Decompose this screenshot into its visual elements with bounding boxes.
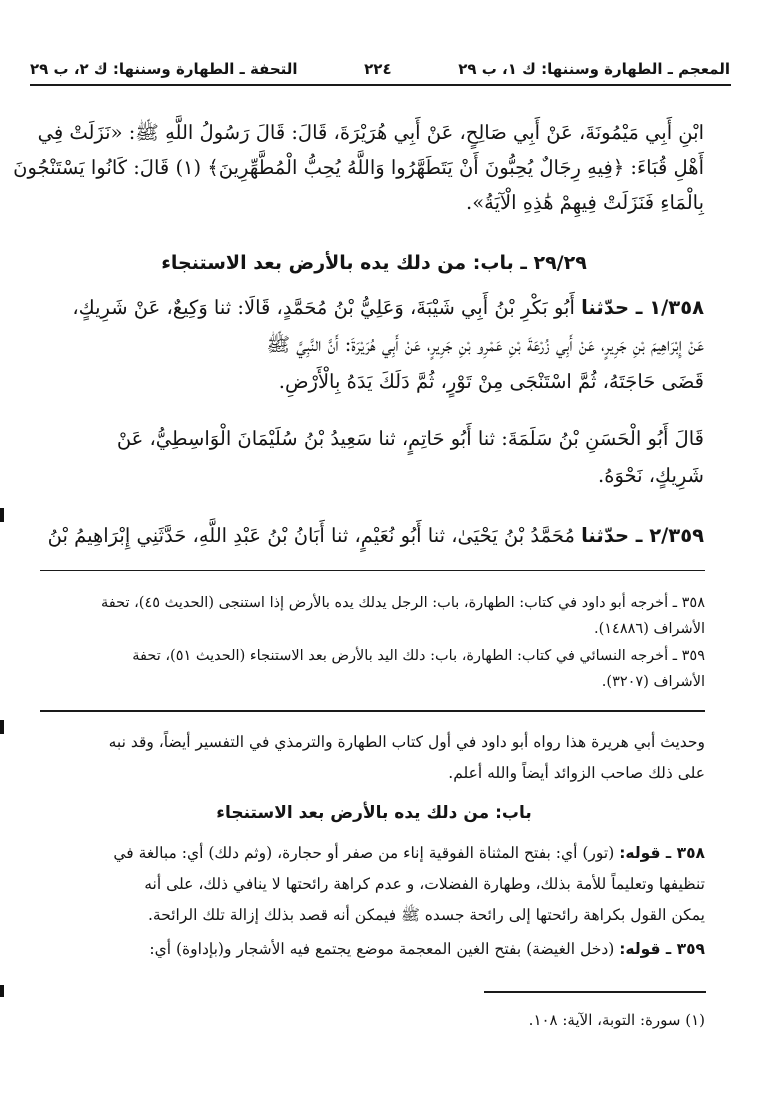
- hadith-359: [44, 517, 704, 554]
- text-line: قَضَى حَاجَتَهُ، ثُمَّ اسْتَنْجَى مِنْ تَوْرٍ، ثُمَّ دَلَكَ يَدَهُ بِالْأَرْضِ.: [278, 370, 704, 393]
- text-line: مُحَمَّدُ بْنُ يَحْيَىٰ، ثنا أَبُو نُعَيْمٍ، ثنا أَبَانُ بْنُ عَبْدِ اللَّهِ، حَدَّثَنِي إِبْرَاهِيمُ بْنُ: [47, 524, 575, 547]
- hadith-358: [44, 289, 704, 400]
- text-line: ٣٥٩ ـ أخرجه النسائي في كتاب: الطهارة، باب: دلك اليد بالأرض بعد الاستنجاء (الحديث ٥١)، تحفة: [132, 648, 705, 664]
- footnote-rule: [484, 991, 706, 993]
- page-number: ٢٢٤: [364, 60, 392, 78]
- text-line: على ذلك صاحب الزوائد أيضاً والله أعلم.: [448, 764, 705, 782]
- text-line: (تور) أي: بفتح المثناة الفوقية إناء من صفر أو حجارة، (وثم دلك) أي: مبالغة في: [113, 844, 615, 862]
- takhrij-359: [40, 643, 705, 695]
- header-left: التحفة ـ الطهارة وسننها: ك ٢، ب ٢٩: [30, 60, 298, 78]
- edge-mark: [0, 985, 4, 997]
- edge-mark: [0, 508, 4, 522]
- edge-mark: [0, 720, 4, 734]
- text-line: يمكن القول بكراهة رائحتها إلى رائحة جسده ﷺ فيمكن أنه قصد بذلك إزالة تلك الرائحة.: [147, 906, 705, 924]
- text-line: الأشراف (١٤٨٨٦).: [593, 621, 705, 637]
- text-line: الأشراف (٣٢٠٧).: [601, 674, 705, 690]
- text-line: قَالَ أَبُو الْحَسَنِ بْنُ سَلَمَةَ: ثنا أَبُو حَاتِمٍ، ثنا سَعِيدُ بْنُ سُلَيْمَانَ الْوَاسِطِيُّ، عَنْ: [116, 427, 704, 450]
- text-line: ٣٥٨ ـ أخرجه أبو داود في كتاب: الطهارة، باب: الرجل يدلك يده بالأرض إذا استنجى (الحديث ٤٥)، تحفة: [100, 595, 705, 611]
- header-rule: [30, 84, 731, 86]
- commentary-intro: [40, 727, 705, 789]
- takhrij-358: [40, 590, 705, 642]
- text-line: وحديث أبي هريرة هذا رواه أبو داود في أول كتاب الطهارة والترمذي في التفسير أيضاً، وقد نبه: [108, 733, 705, 751]
- text-line: (دخل الغيضة) بفتح الغين المعجمة موضع يجتمع فيه الأشجار و(بإداوة) أي:: [149, 940, 615, 958]
- takhrij-rule: [40, 570, 705, 571]
- hadith-number: ٢/٣٥٩ ـ حدّثنا: [581, 524, 704, 547]
- text-line: تنظيفها وتعليماً للأمة بذلك، وطهارة الفضلات، و عدم كراهة رائحتها لا ينافي ذلك، على أنه: [144, 875, 705, 893]
- hadith-number: ١/٣٥٨ ـ حدّثنا: [581, 296, 704, 319]
- commentary-label: ٣٥٨ ـ قوله:: [619, 844, 705, 862]
- qala-paragraph: [44, 420, 704, 494]
- commentary-358: [40, 838, 705, 931]
- chapter-heading: ٢٩/٢٩ ـ باب: من دلك يده بالأرض بعد الاستنجاء: [161, 252, 587, 274]
- text-line: ابْنِ أَبِي مَيْمُونَةَ، عَنْ أَبِي صَالِحٍ، عَنْ أَبِي هُرَيْرَةَ، قَالَ: قَالَ رَسُولُ اللَّهِ ﷺ: «نَزَلَتْ فِي: [37, 121, 704, 144]
- text-line: أَبُو بَكْرِ بْنُ أَبِي شَيْبَةَ، وَعَلِيُّ بْنُ مُحَمَّدٍ، قَالَا: ثنا وَكِيعٌ، عَنْ شَرِيكٍ،: [72, 296, 575, 319]
- commentary-heading: باب: من دلك يده بالأرض بعد الاستنجاء: [216, 803, 532, 823]
- commentary-label: ٣٥٩ ـ قوله:: [619, 940, 705, 958]
- text-line: بِالْمَاءِ فَنَزَلَتْ فِيهِمْ هَٰذِهِ الْآيَةُ».: [466, 191, 704, 214]
- commentary-359: [40, 934, 705, 965]
- intro-text: [13, 115, 704, 220]
- running-header: [30, 56, 730, 82]
- footnote: (١) سورة: التوبة، الآية: ١٠٨.: [528, 1011, 705, 1029]
- text-line: عَنْ إِبْرَاهِيمَ بْنِ جَرِيرٍ، عَنْ أَبِي زُرْعَةَ بْنِ عَمْرِو بْنِ جَرِيرٍ، عَنْ أَبِي هُرَيْرَةَ: أَنَّ النَّبِيَّ ﷺ: [266, 333, 704, 356]
- text-line: أَهْلِ قُبَاءَ: ﴿فِيهِ رِجَالٌ يُحِبُّونَ أَنْ يَتَطَهَّرُوا وَاللَّهُ يُحِبُّ الْمُطَّهِّرِينَ﴾ (١) قَالَ: كَانُوا يَسْتَنْجُونَ: [13, 156, 704, 179]
- commentary-rule: [40, 710, 705, 712]
- text-line: شَرِيكٍ، نَحْوَهُ.: [598, 464, 704, 487]
- header-right: المعجم ـ الطهارة وسننها: ك ١، ب ٢٩: [458, 60, 730, 78]
